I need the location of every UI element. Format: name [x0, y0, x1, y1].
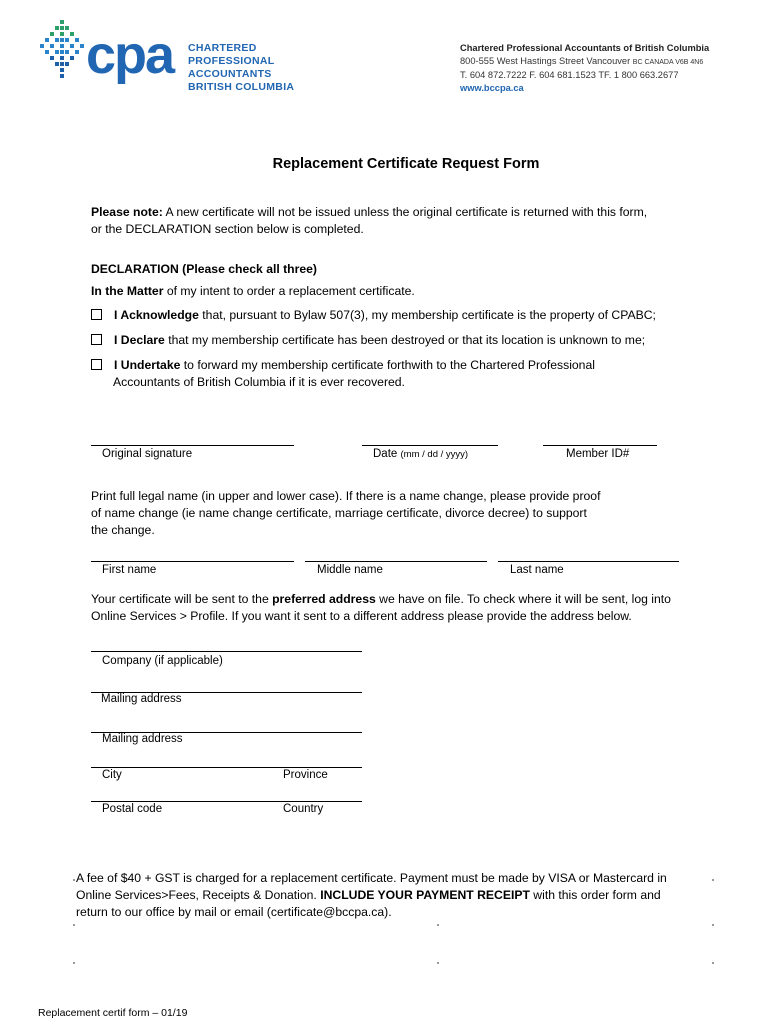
postal-country-field[interactable] — [91, 801, 362, 802]
signature-label: Original signature — [102, 448, 193, 460]
signature-field[interactable] — [91, 445, 294, 446]
date-label — [373, 448, 468, 460]
intro-bold: preferred address — [272, 592, 376, 606]
org-phones: T. 604 872.7222 F. 604 681.1523 TF. 1 800 663.2677 — [460, 70, 679, 80]
middle-name-label: Middle name — [317, 564, 383, 576]
fee-text: with this order form and — [529, 888, 661, 902]
matter-text: of my intent to order a replacement certificate. — [163, 284, 415, 298]
item-text: that, pursuant to Bylaw 507(3), my membership certificate is the property of CPABC; — [198, 308, 656, 322]
please-note — [91, 204, 711, 238]
fee-text: Online Services>Fees, Receipts & Donation. — [76, 888, 321, 902]
last-name-label: Last name — [510, 564, 564, 576]
province-label: Province — [283, 769, 328, 781]
org-address — [460, 55, 709, 70]
org-name: Chartered Professional Accountants of British Columbia — [460, 43, 710, 53]
scan-dot — [437, 962, 439, 964]
first-name-label: First name — [102, 564, 157, 576]
first-name-field[interactable] — [91, 561, 294, 562]
address-intro-line-1 — [91, 591, 751, 608]
scan-dot — [73, 879, 75, 881]
scan-dot — [73, 962, 75, 964]
intro-text: we have on file. To check where it will be sent, log into — [375, 592, 671, 606]
org-street: 800-555 West Hastings Street Vancouver — [460, 55, 631, 66]
declaration-item — [91, 357, 731, 391]
org-contact-block — [460, 42, 709, 94]
logo-line: BRITISH COLUMBIA — [188, 81, 295, 93]
matter-label: In the Matter — [91, 284, 164, 298]
item-text-continued: Accountants of British Columbia if it is ever recovered. — [113, 375, 405, 389]
note-line-2: or the DECLARATION section below is completed. — [91, 222, 364, 236]
country-label: Country — [283, 803, 324, 815]
instruction-line: the change. — [91, 523, 155, 537]
declaration-item — [91, 332, 731, 349]
matter-line — [91, 283, 415, 300]
note-line-1 — [91, 204, 711, 221]
instruction-line: of name change (ie name change certificate, marriage certificate, divorce decree) to support — [91, 506, 587, 520]
undertake-checkbox[interactable] — [91, 359, 102, 370]
address-intro-line-2: Online Services > Profile. If you want it sent to a different address please provide the address below. — [91, 609, 632, 623]
fee-bold: INCLUDE YOUR PAYMENT RECEIPT — [320, 888, 530, 902]
cpa-wordmark: cpa — [86, 25, 174, 85]
item-text: to forward my membership certificate forthwith to the Chartered Professional — [180, 358, 595, 372]
note-text: A new certificate will not be issued unless the original certificate is returned with this form, — [162, 205, 648, 219]
address-intro — [91, 591, 751, 625]
fee-line-1: A fee of $40 + GST is charged for a replacement certificate. Payment must be made by VISA or Mastercard in — [76, 871, 667, 885]
org-website: www.bccpa.ca — [460, 82, 524, 93]
date-format: (mm / dd / yyyy) — [400, 449, 469, 460]
scan-dot — [712, 924, 714, 926]
middle-name-field[interactable] — [305, 561, 487, 562]
note-label: Please note: — [91, 205, 163, 219]
name-instructions — [91, 488, 691, 539]
item-label: I Declare — [114, 333, 165, 347]
logo-line: PROFESSIONAL — [188, 55, 275, 67]
scan-dot — [712, 962, 714, 964]
last-name-field[interactable] — [498, 561, 679, 562]
mailing-address-label-1: Mailing address — [101, 693, 182, 705]
mailing-address-label-2: Mailing address — [102, 733, 183, 745]
declaration-item — [91, 307, 731, 324]
company-label: Company (if applicable) — [102, 655, 223, 667]
item-label: I Undertake — [114, 358, 181, 372]
intro-text: Your certificate will be sent to the — [91, 592, 273, 606]
item-text: that my membership certificate has been destroyed or that its location is unknown to me; — [164, 333, 646, 347]
item-label: I Acknowledge — [114, 308, 199, 322]
logo-line: CHARTERED — [188, 42, 257, 54]
postal-code-label: Postal code — [102, 803, 163, 815]
city-label: City — [102, 769, 122, 781]
logo-line: ACCOUNTANTS — [188, 68, 272, 80]
instruction-line: Print full legal name (in upper and lower case). If there is a name change, please provide proof — [91, 489, 601, 503]
member-id-label: Member ID# — [566, 448, 630, 460]
declare-checkbox[interactable] — [91, 334, 102, 345]
fee-line-3: return to our office by mail or email (certificate@bccpa.ca). — [76, 905, 392, 919]
declaration-heading: DECLARATION (Please check all three) — [91, 262, 317, 276]
company-field[interactable] — [91, 651, 362, 652]
scan-dot — [73, 924, 75, 926]
scan-dot — [437, 924, 439, 926]
org-postal: BC CANADA V6B 4N6 — [632, 58, 704, 66]
fee-paragraph — [76, 870, 726, 921]
footer-form-id: Replacement certif form – 01/19 — [38, 1007, 188, 1019]
fee-line-2 — [76, 887, 726, 904]
city-province-field[interactable] — [91, 767, 362, 768]
cpa-maple-leaf-logo-icon — [40, 20, 84, 80]
form-title: Replacement Certificate Request Form — [272, 156, 540, 172]
member-id-field[interactable] — [543, 445, 657, 446]
date-label-text: Date — [373, 448, 398, 460]
scan-dot — [712, 879, 714, 881]
acknowledge-checkbox[interactable] — [91, 309, 102, 320]
date-field[interactable] — [362, 445, 498, 446]
logo-text — [188, 42, 294, 94]
